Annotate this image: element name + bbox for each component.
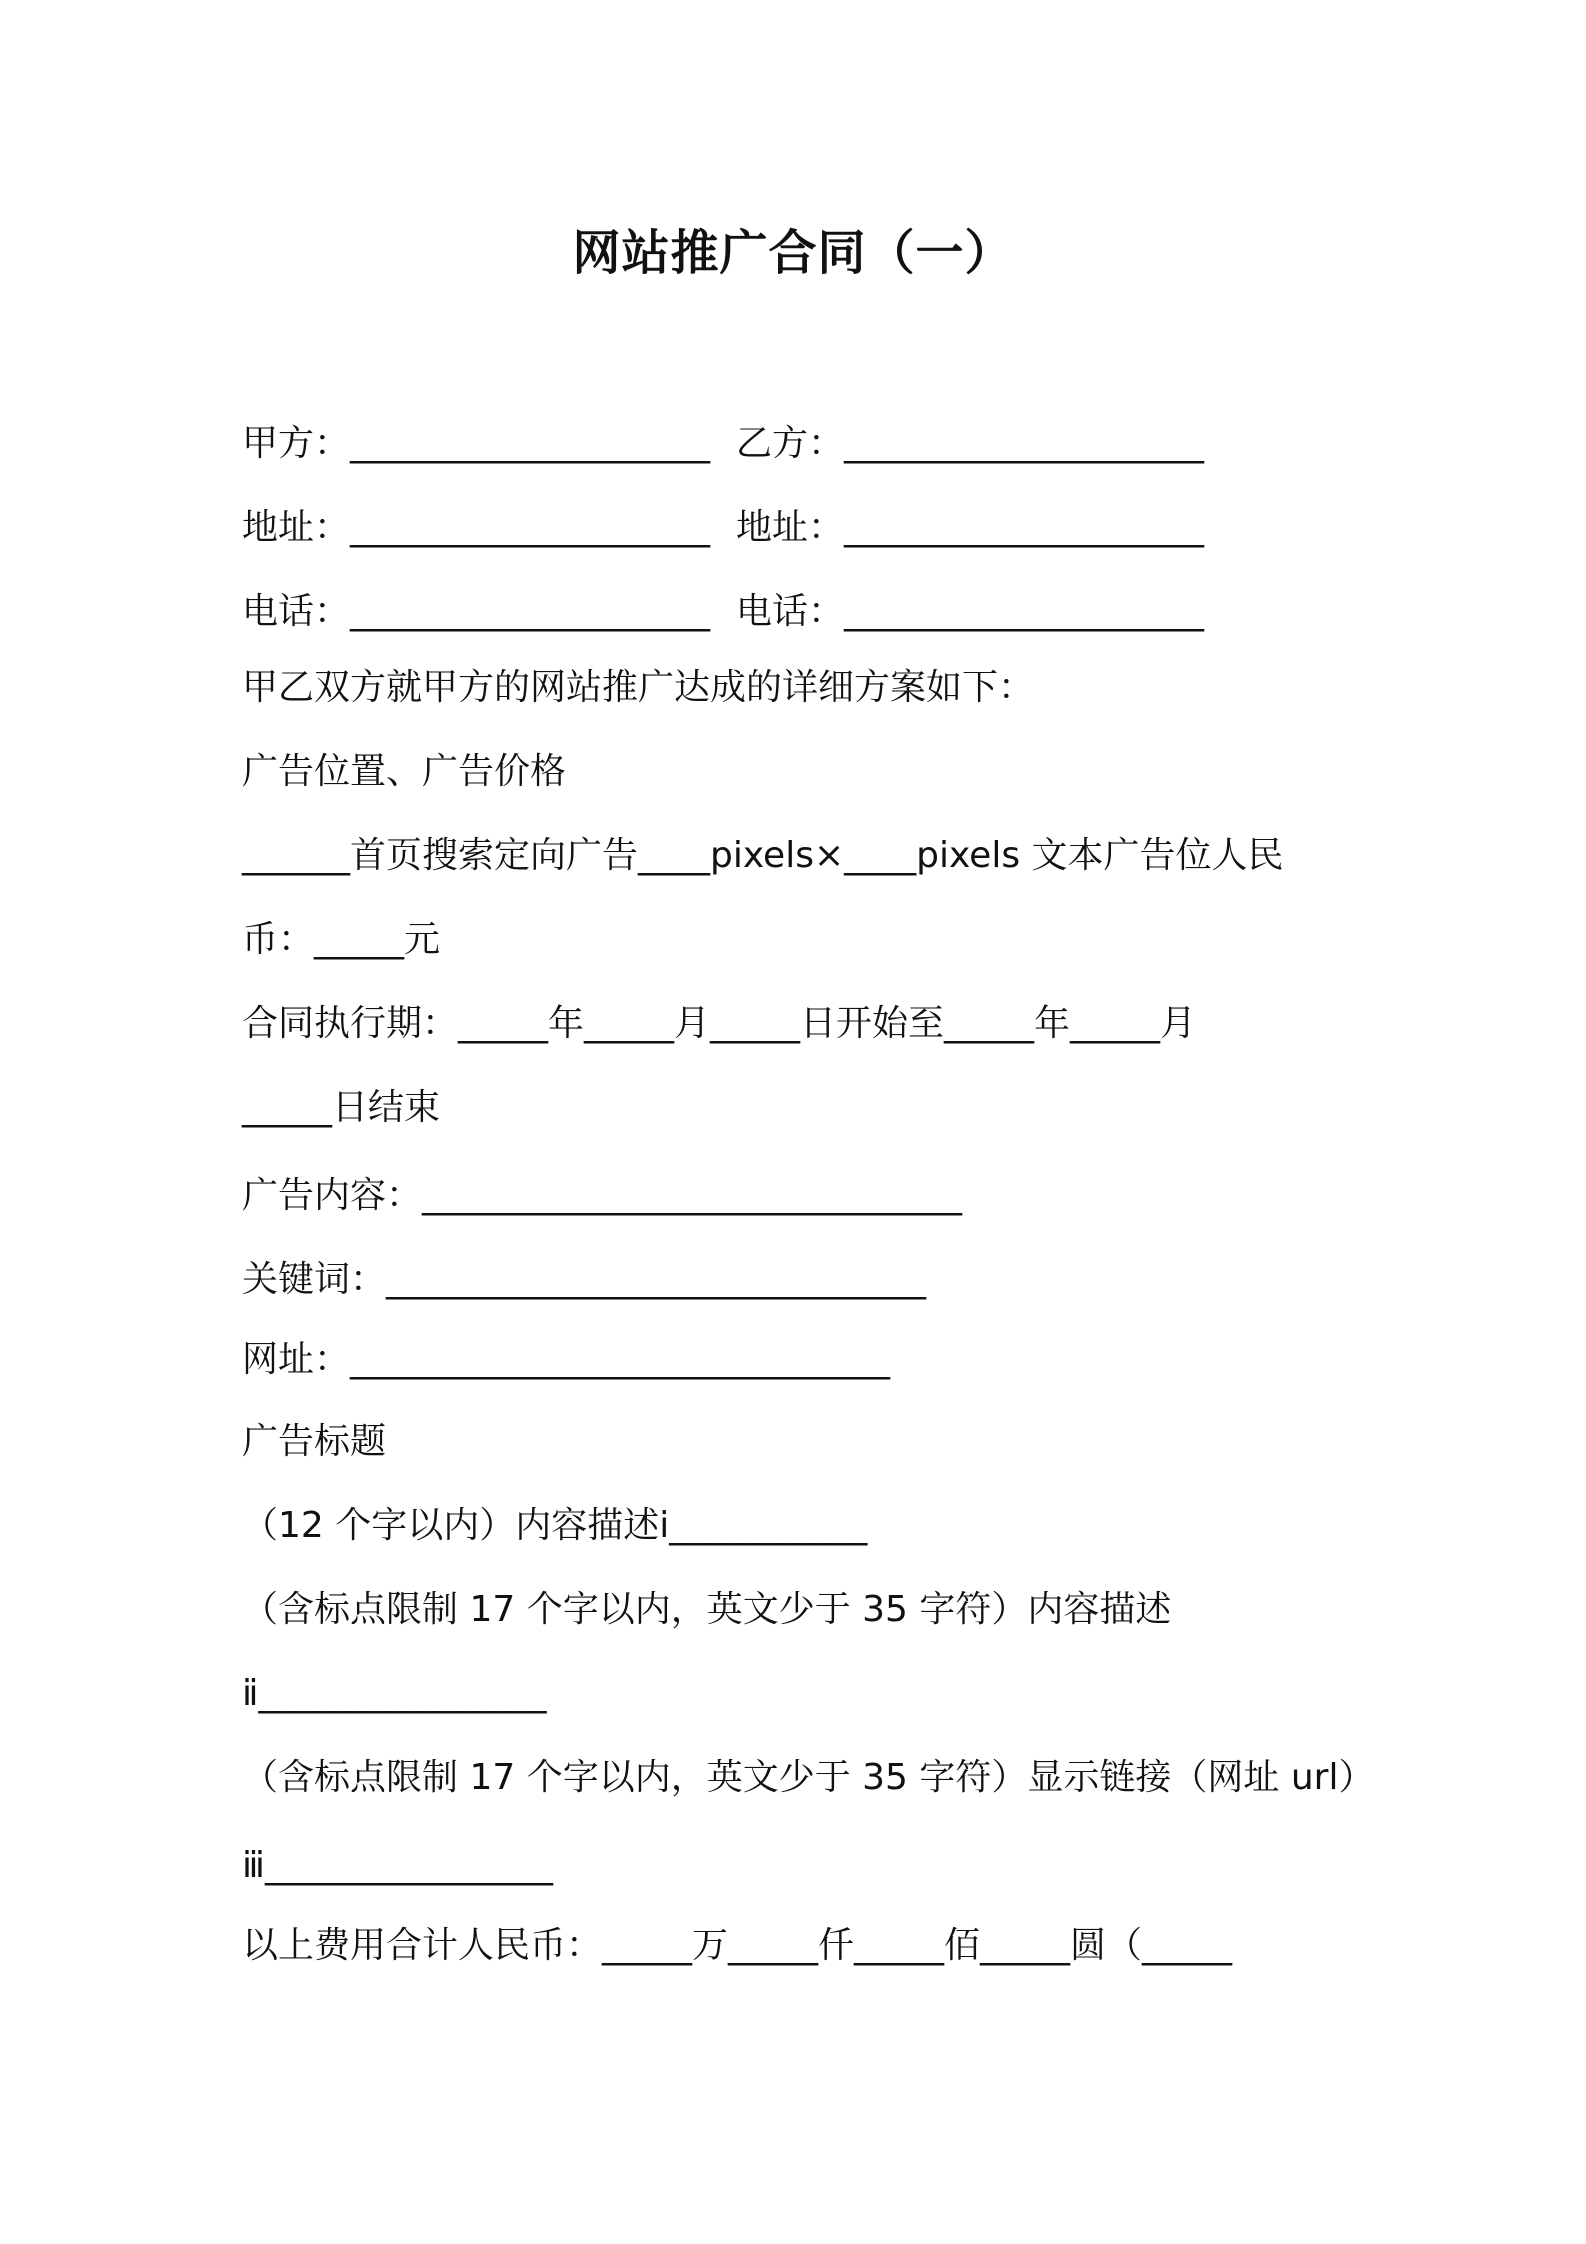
- intro-text: 甲乙双方就甲方的网站推广达成的详细方案如下：: [242, 667, 1035, 708]
- address-b-field: 地址：____________________: [736, 507, 1205, 548]
- section-ad-position: 广告位置、广告价格: [242, 751, 567, 792]
- term-line2: _____日结束: [242, 1087, 441, 1128]
- description-2-line1: （含标点限制 17 个字以内，英文少于 35 字符）内容描述: [242, 1589, 1172, 1630]
- document-title: 网站推广合同（一）: [572, 225, 1014, 281]
- address-a-field: 地址：____________________: [242, 507, 711, 548]
- party-b-field: 乙方：____________________: [736, 423, 1205, 464]
- section-ad-title: 广告标题: [242, 1421, 387, 1462]
- ad-spec-line2: 币：_____元: [242, 919, 441, 960]
- party-a-field: 甲方：____________________: [242, 423, 711, 464]
- keywords-field: 关键词：______________________________: [242, 1259, 927, 1300]
- total-amount-line: 以上费用合计人民币：_____万_____仟_____佰_____圆（_____: [242, 1925, 1233, 1966]
- description-3-line2: ⅲ________________: [242, 1845, 553, 1886]
- url-field: 网址：______________________________: [242, 1339, 891, 1380]
- term-line1: 合同执行期：_____年_____月_____日开始至_____年_____月: [242, 1003, 1197, 1044]
- description-3-line1: （含标点限制 17 个字以内，英文少于 35 字符）显示链接（网址 url）: [242, 1757, 1375, 1798]
- ad-spec-line1: ______首页搜索定向广告____pixels×____pixels 文本广告位人民: [242, 835, 1284, 876]
- ad-content-field: 广告内容：______________________________: [242, 1175, 963, 1216]
- description-1: （12 个字以内）内容描述ⅰ___________: [242, 1505, 868, 1546]
- description-2-line2: ⅱ________________: [242, 1673, 547, 1714]
- phone-a-field: 电话：____________________: [242, 591, 711, 632]
- phone-b-field: 电话：____________________: [736, 591, 1205, 632]
